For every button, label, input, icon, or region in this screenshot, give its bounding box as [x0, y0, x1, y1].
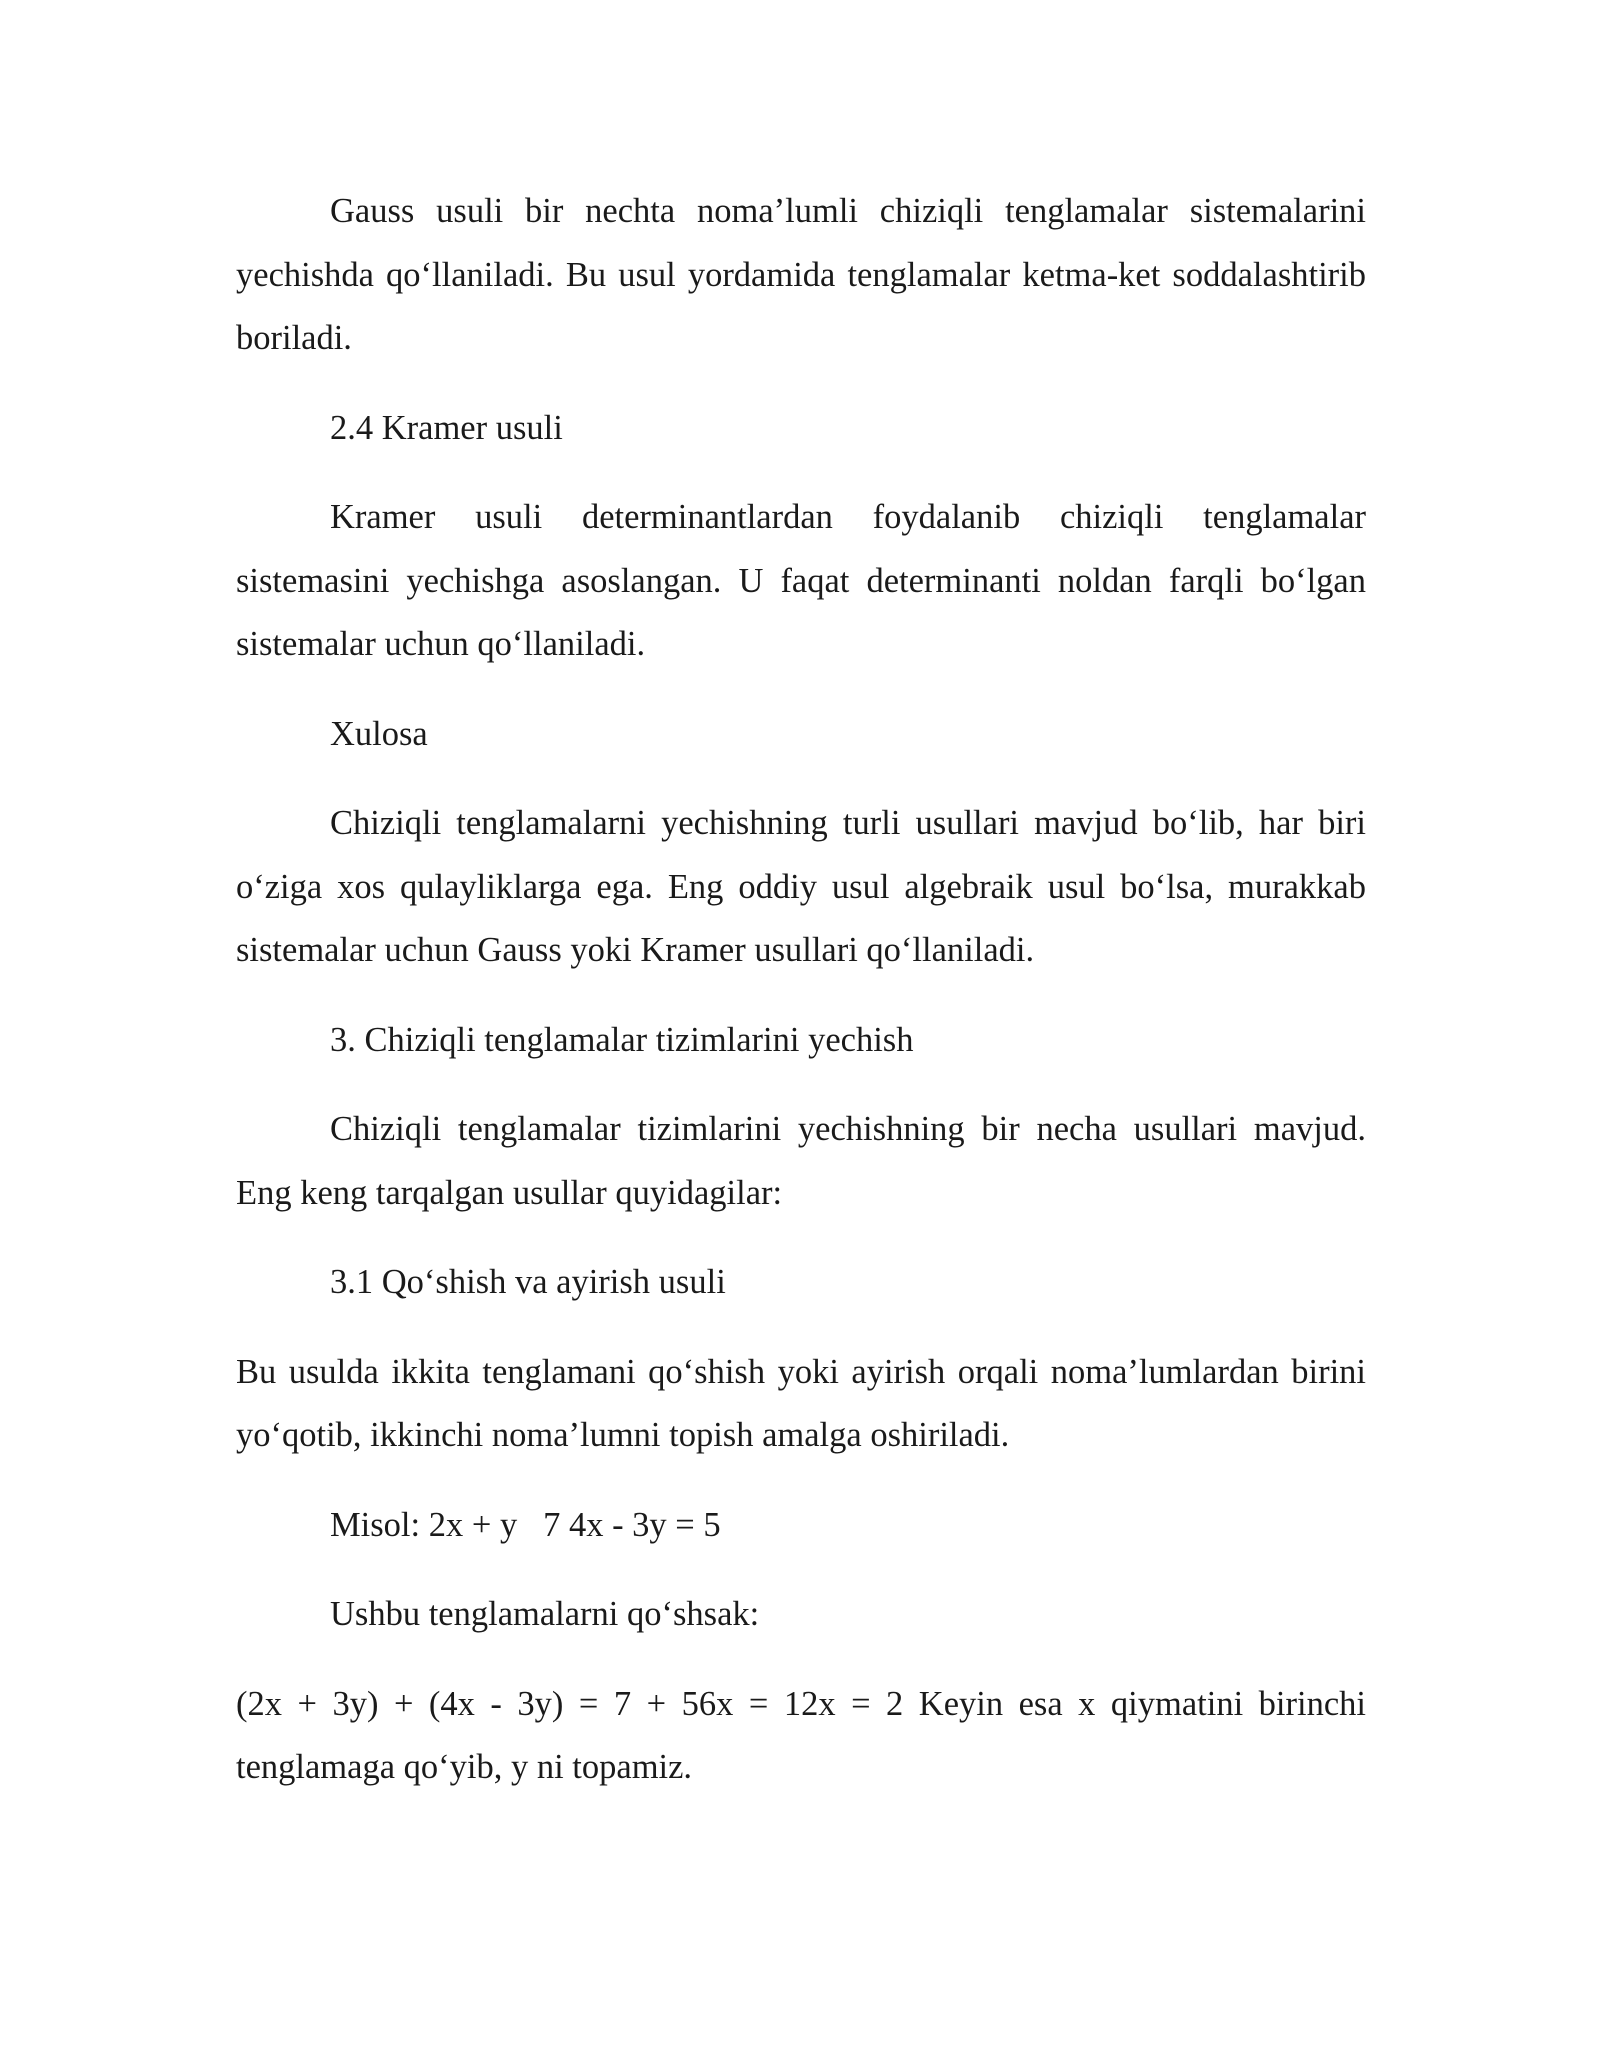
paragraph-conclusion: Chiziqli tenglamalarni yechishning turli usullari mavjud bo‘lib, har biri o‘ziga xos qulayliklarga ega. Eng oddiy usul algebraik usul bo‘lsa, murakkab sistemalar uchun Gauss yoki Kramer usullari qo‘llaniladi.: [236, 804, 1366, 969]
document-body: [236, 180, 1366, 1826]
paragraph-solution: (2x + 3y) + (4x - 3y) = 7 + 56x = 12x = 2 Keyin esa x qiymatini birinchi tenglamaga qo‘yib, y ni topamiz.: [236, 1684, 1366, 1786]
heading-conclusion: Xulosa: [330, 714, 428, 753]
example-equations: Misol: 2x + y 7 4x - 3y = 5: [330, 1505, 721, 1544]
paragraph-solving-systems: Chiziqli tenglamalar tizimlarini yechishning bir necha usullari mavjud. Eng keng tarqalgan usullar quyidagilar:: [236, 1110, 1366, 1212]
heading-solving-systems: 3. Chiziqli tenglamalar tizimlarini yechish: [330, 1020, 914, 1059]
paragraph-add-equations: Ushbu tenglamalarni qo‘shsak:: [330, 1595, 760, 1633]
paragraph-addition-subtraction: Bu usulda ikkita tenglamani qo‘shish yoki ayirish orqali noma’lumlardan birini yo‘qotib, ikkinchi noma’lumni topish amalga oshiriladi.: [236, 1352, 1366, 1454]
paragraph-gauss-method: Gauss usuli bir nechta noma’lumli chiziqli tenglamalar sistemalarini yechishda qo‘llaniladi. Bu usul yordamida tenglamalar ketma-ket soddalashtirib boriladi.: [236, 192, 1366, 357]
heading-addition-subtraction: 3.1 Qo‘shish va ayirish usuli: [330, 1263, 726, 1301]
heading-kramer-method: 2.4 Kramer usuli: [330, 408, 563, 447]
paragraph-kramer-method: Kramer usuli determinantlardan foydalanib chiziqli tenglamalar sistemasini yechishga asoslangan. U faqat determinanti noldan farqli bo‘lgan sistemalar uchun qo‘llaniladi.: [236, 498, 1366, 663]
